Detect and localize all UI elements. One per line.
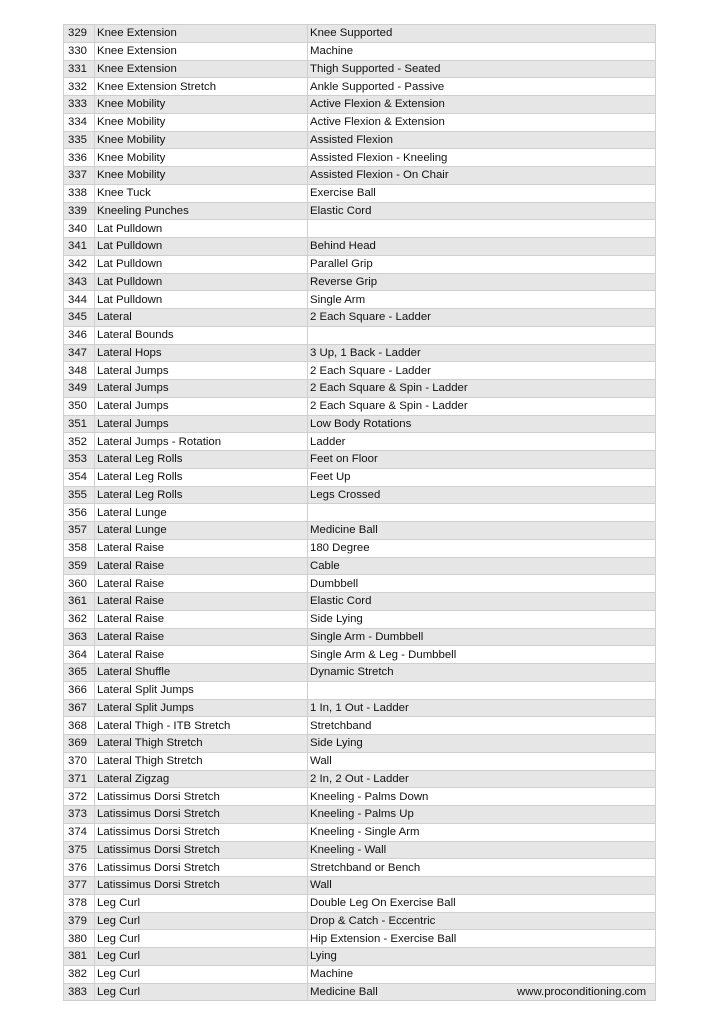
exercise-name-cell: Knee Extension xyxy=(95,42,308,60)
exercise-name-cell: Latissimus Dorsi Stretch xyxy=(95,806,308,824)
exercise-variation-cell: Hip Extension - Exercise Ball xyxy=(308,930,656,948)
table-row xyxy=(64,380,656,398)
exercise-variation-cell: Side Lying xyxy=(308,610,656,628)
exercise-variation-cell: 180 Degree xyxy=(308,539,656,557)
table-row xyxy=(64,912,656,930)
table-row xyxy=(64,859,656,877)
table-row xyxy=(64,522,656,540)
exercise-variation-cell: Behind Head xyxy=(308,238,656,256)
exercise-name-cell: Leg Curl xyxy=(95,930,308,948)
table-row xyxy=(64,557,656,575)
table-row xyxy=(64,486,656,504)
exercise-name-cell: Lateral Raise xyxy=(95,593,308,611)
exercise-variation-cell: Kneeling - Palms Down xyxy=(308,788,656,806)
exercise-variation-cell: 3 Up, 1 Back - Ladder xyxy=(308,344,656,362)
exercise-variation-cell: Ladder xyxy=(308,433,656,451)
row-number-cell: 355 xyxy=(64,486,95,504)
row-number-cell: 372 xyxy=(64,788,95,806)
table-row xyxy=(64,717,656,735)
exercise-name-cell: Lateral Lunge xyxy=(95,504,308,522)
row-number-cell: 367 xyxy=(64,699,95,717)
table-row xyxy=(64,326,656,344)
row-number-cell: 337 xyxy=(64,167,95,185)
table-row xyxy=(64,25,656,43)
table-row xyxy=(64,131,656,149)
table-row xyxy=(64,433,656,451)
row-number-cell: 366 xyxy=(64,681,95,699)
table-row xyxy=(64,646,656,664)
table-row xyxy=(64,415,656,433)
row-number-cell: 363 xyxy=(64,628,95,646)
exercise-variation-cell: Reverse Grip xyxy=(308,273,656,291)
exercise-name-cell: Lateral Zigzag xyxy=(95,770,308,788)
exercise-sheet xyxy=(63,24,655,1001)
exercise-variation-cell: Dumbbell xyxy=(308,575,656,593)
exercise-name-cell: Latissimus Dorsi Stretch xyxy=(95,823,308,841)
exercise-name-cell: Leg Curl xyxy=(95,912,308,930)
exercise-name-cell: Lateral Jumps xyxy=(95,362,308,380)
exercise-variation-cell: Parallel Grip xyxy=(308,255,656,273)
exercise-variation-cell: Side Lying xyxy=(308,735,656,753)
table-row xyxy=(64,468,656,486)
exercise-variation-cell: Exercise Ball xyxy=(308,184,656,202)
exercise-name-cell: Knee Extension Stretch xyxy=(95,78,308,96)
exercise-name-cell: Knee Mobility xyxy=(95,96,308,114)
row-number-cell: 365 xyxy=(64,664,95,682)
exercise-variation-cell: 1 In, 1 Out - Ladder xyxy=(308,699,656,717)
exercise-name-cell: Lateral Hops xyxy=(95,344,308,362)
row-number-cell: 330 xyxy=(64,42,95,60)
row-number-cell: 370 xyxy=(64,752,95,770)
row-number-cell: 346 xyxy=(64,326,95,344)
exercise-name-cell: Latissimus Dorsi Stretch xyxy=(95,841,308,859)
exercise-variation-cell: Dynamic Stretch xyxy=(308,664,656,682)
row-number-cell: 340 xyxy=(64,220,95,238)
exercise-variation-cell: Stretchband or Bench xyxy=(308,859,656,877)
exercise-variation-cell: Wall xyxy=(308,877,656,895)
table-row xyxy=(64,681,656,699)
row-number-cell: 348 xyxy=(64,362,95,380)
exercise-table-body xyxy=(64,25,656,1001)
table-row xyxy=(64,184,656,202)
row-number-cell: 344 xyxy=(64,291,95,309)
exercise-variation-cell: Medicine Ball xyxy=(308,522,656,540)
exercise-name-cell: Leg Curl xyxy=(95,948,308,966)
table-row xyxy=(64,593,656,611)
exercise-variation-cell: Assisted Flexion - Kneeling xyxy=(308,149,656,167)
row-number-cell: 364 xyxy=(64,646,95,664)
table-row xyxy=(64,610,656,628)
exercise-variation-cell xyxy=(308,326,656,344)
exercise-name-cell: Lat Pulldown xyxy=(95,273,308,291)
table-row xyxy=(64,78,656,96)
row-number-cell: 347 xyxy=(64,344,95,362)
table-row xyxy=(64,60,656,78)
exercise-name-cell: Knee Mobility xyxy=(95,113,308,131)
exercise-name-cell: Leg Curl xyxy=(95,965,308,983)
exercise-variation-cell: 2 Each Square & Spin - Ladder xyxy=(308,380,656,398)
exercise-name-cell: Lateral Jumps - Rotation xyxy=(95,433,308,451)
exercise-name-cell: Lateral xyxy=(95,309,308,327)
row-number-cell: 341 xyxy=(64,238,95,256)
table-row xyxy=(64,344,656,362)
table-row xyxy=(64,806,656,824)
exercise-variation-cell: Legs Crossed xyxy=(308,486,656,504)
exercise-name-cell: Lateral Thigh Stretch xyxy=(95,735,308,753)
exercise-variation-cell: Machine xyxy=(308,42,656,60)
exercise-variation-cell: Assisted Flexion - On Chair xyxy=(308,167,656,185)
exercise-variation-cell xyxy=(308,504,656,522)
row-number-cell: 380 xyxy=(64,930,95,948)
row-number-cell: 352 xyxy=(64,433,95,451)
exercise-name-cell: Knee Mobility xyxy=(95,149,308,167)
exercise-variation-cell: Cable xyxy=(308,557,656,575)
exercise-variation-cell: Assisted Flexion xyxy=(308,131,656,149)
row-number-cell: 338 xyxy=(64,184,95,202)
table-row xyxy=(64,291,656,309)
exercise-name-cell: Lateral Shuffle xyxy=(95,664,308,682)
table-row xyxy=(64,699,656,717)
row-number-cell: 335 xyxy=(64,131,95,149)
row-number-cell: 376 xyxy=(64,859,95,877)
row-number-cell: 361 xyxy=(64,593,95,611)
table-row xyxy=(64,752,656,770)
exercise-variation-cell: Feet Up xyxy=(308,468,656,486)
row-number-cell: 368 xyxy=(64,717,95,735)
table-row xyxy=(64,788,656,806)
exercise-name-cell: Latissimus Dorsi Stretch xyxy=(95,788,308,806)
exercise-name-cell: Lat Pulldown xyxy=(95,255,308,273)
exercise-name-cell: Lateral Thigh Stretch xyxy=(95,752,308,770)
row-number-cell: 349 xyxy=(64,380,95,398)
exercise-name-cell: Latissimus Dorsi Stretch xyxy=(95,877,308,895)
table-row xyxy=(64,149,656,167)
exercise-name-cell: Lateral Leg Rolls xyxy=(95,486,308,504)
exercise-variation-cell: Stretchband xyxy=(308,717,656,735)
exercise-variation-cell: Ankle Supported - Passive xyxy=(308,78,656,96)
row-number-cell: 383 xyxy=(64,983,95,1001)
table-row xyxy=(64,255,656,273)
exercise-variation-cell: 2 In, 2 Out - Ladder xyxy=(308,770,656,788)
exercise-name-cell: Lateral Raise xyxy=(95,575,308,593)
exercise-name-cell: Knee Extension xyxy=(95,25,308,43)
table-row xyxy=(64,841,656,859)
exercise-name-cell: Leg Curl xyxy=(95,983,308,1001)
row-number-cell: 359 xyxy=(64,557,95,575)
exercise-name-cell: Lateral Raise xyxy=(95,557,308,575)
exercise-variation-cell: 2 Each Square - Ladder xyxy=(308,309,656,327)
exercise-table xyxy=(63,24,656,1001)
row-number-cell: 358 xyxy=(64,539,95,557)
table-row xyxy=(64,397,656,415)
table-row xyxy=(64,96,656,114)
exercise-name-cell: Lateral Jumps xyxy=(95,380,308,398)
table-row xyxy=(64,113,656,131)
row-number-cell: 378 xyxy=(64,894,95,912)
exercise-variation-cell: Kneeling - Single Arm xyxy=(308,823,656,841)
table-row xyxy=(64,220,656,238)
exercise-name-cell: Kneeling Punches xyxy=(95,202,308,220)
exercise-variation-cell: Lying xyxy=(308,948,656,966)
footer-website-url: www.proconditioning.com xyxy=(517,986,647,998)
row-number-cell: 351 xyxy=(64,415,95,433)
table-row xyxy=(64,575,656,593)
exercise-variation-cell: Single Arm xyxy=(308,291,656,309)
table-row xyxy=(64,238,656,256)
row-number-cell: 336 xyxy=(64,149,95,167)
row-number-cell: 353 xyxy=(64,451,95,469)
row-number-cell: 357 xyxy=(64,522,95,540)
exercise-name-cell: Lateral Split Jumps xyxy=(95,681,308,699)
exercise-variation-cell xyxy=(308,681,656,699)
row-number-cell: 360 xyxy=(64,575,95,593)
table-row xyxy=(64,877,656,895)
exercise-name-cell: Latissimus Dorsi Stretch xyxy=(95,859,308,877)
row-number-cell: 333 xyxy=(64,96,95,114)
exercise-variation-cell: Knee Supported xyxy=(308,25,656,43)
table-row xyxy=(64,42,656,60)
exercise-variation-cell: Single Arm & Leg - Dumbbell xyxy=(308,646,656,664)
row-number-cell: 343 xyxy=(64,273,95,291)
exercise-variation-cell: Kneeling - Palms Up xyxy=(308,806,656,824)
exercise-variation-cell: Double Leg On Exercise Ball xyxy=(308,894,656,912)
row-number-cell: 356 xyxy=(64,504,95,522)
exercise-name-cell: Lateral Jumps xyxy=(95,397,308,415)
table-row xyxy=(64,770,656,788)
exercise-name-cell: Knee Mobility xyxy=(95,131,308,149)
table-row xyxy=(64,451,656,469)
row-number-cell: 371 xyxy=(64,770,95,788)
table-row xyxy=(64,664,656,682)
table-row xyxy=(64,823,656,841)
table-row xyxy=(64,504,656,522)
table-row xyxy=(64,894,656,912)
exercise-variation-cell: Active Flexion & Extension xyxy=(308,96,656,114)
row-number-cell: 369 xyxy=(64,735,95,753)
row-number-cell: 331 xyxy=(64,60,95,78)
table-row xyxy=(64,539,656,557)
exercise-variation-cell: Elastic Cord xyxy=(308,593,656,611)
row-number-cell: 377 xyxy=(64,877,95,895)
row-number-cell: 373 xyxy=(64,806,95,824)
exercise-variation-cell: Feet on Floor xyxy=(308,451,656,469)
exercise-variation-cell: 2 Each Square - Ladder xyxy=(308,362,656,380)
table-row xyxy=(64,965,656,983)
exercise-name-cell: Lateral Lunge xyxy=(95,522,308,540)
exercise-name-cell: Knee Extension xyxy=(95,60,308,78)
row-number-cell: 362 xyxy=(64,610,95,628)
exercise-name-cell: Lat Pulldown xyxy=(95,238,308,256)
row-number-cell: 354 xyxy=(64,468,95,486)
row-number-cell: 339 xyxy=(64,202,95,220)
row-number-cell: 379 xyxy=(64,912,95,930)
row-number-cell: 334 xyxy=(64,113,95,131)
exercise-name-cell: Knee Tuck xyxy=(95,184,308,202)
exercise-variation-cell: Elastic Cord xyxy=(308,202,656,220)
exercise-variation-cell: 2 Each Square & Spin - Ladder xyxy=(308,397,656,415)
row-number-cell: 381 xyxy=(64,948,95,966)
exercise-name-cell: Lateral Thigh - ITB Stretch xyxy=(95,717,308,735)
exercise-variation-cell: Medicine Ball xyxy=(308,983,656,1001)
table-row xyxy=(64,948,656,966)
table-row xyxy=(64,273,656,291)
row-number-cell: 329 xyxy=(64,25,95,43)
exercise-name-cell: Lat Pulldown xyxy=(95,291,308,309)
exercise-name-cell: Lateral Bounds xyxy=(95,326,308,344)
exercise-name-cell: Lateral Leg Rolls xyxy=(95,468,308,486)
exercise-variation-cell xyxy=(308,220,656,238)
table-row xyxy=(64,167,656,185)
table-row xyxy=(64,930,656,948)
exercise-name-cell: Lateral Raise xyxy=(95,628,308,646)
exercise-variation-cell: Thigh Supported - Seated xyxy=(308,60,656,78)
exercise-name-cell: Lateral Leg Rolls xyxy=(95,451,308,469)
row-number-cell: 345 xyxy=(64,309,95,327)
table-row xyxy=(64,309,656,327)
row-number-cell: 375 xyxy=(64,841,95,859)
table-row xyxy=(64,735,656,753)
exercise-variation-cell: Active Flexion & Extension xyxy=(308,113,656,131)
exercise-name-cell: Lateral Split Jumps xyxy=(95,699,308,717)
row-number-cell: 374 xyxy=(64,823,95,841)
exercise-name-cell: Leg Curl xyxy=(95,894,308,912)
table-row xyxy=(64,362,656,380)
row-number-cell: 350 xyxy=(64,397,95,415)
exercise-variation-cell: Machine xyxy=(308,965,656,983)
exercise-variation-cell: Kneeling - Wall xyxy=(308,841,656,859)
exercise-variation-cell: Low Body Rotations xyxy=(308,415,656,433)
exercise-variation-cell: Wall xyxy=(308,752,656,770)
table-row xyxy=(64,628,656,646)
exercise-variation-cell: Drop & Catch - Eccentric xyxy=(308,912,656,930)
exercise-name-cell: Lateral Jumps xyxy=(95,415,308,433)
row-number-cell: 342 xyxy=(64,255,95,273)
exercise-name-cell: Lateral Raise xyxy=(95,539,308,557)
exercise-name-cell: Knee Mobility xyxy=(95,167,308,185)
exercise-name-cell: Lat Pulldown xyxy=(95,220,308,238)
exercise-name-cell: Lateral Raise xyxy=(95,646,308,664)
exercise-name-cell: Lateral Raise xyxy=(95,610,308,628)
row-number-cell: 382 xyxy=(64,965,95,983)
exercise-variation-cell: Single Arm - Dumbbell xyxy=(308,628,656,646)
row-number-cell: 332 xyxy=(64,78,95,96)
table-row xyxy=(64,202,656,220)
